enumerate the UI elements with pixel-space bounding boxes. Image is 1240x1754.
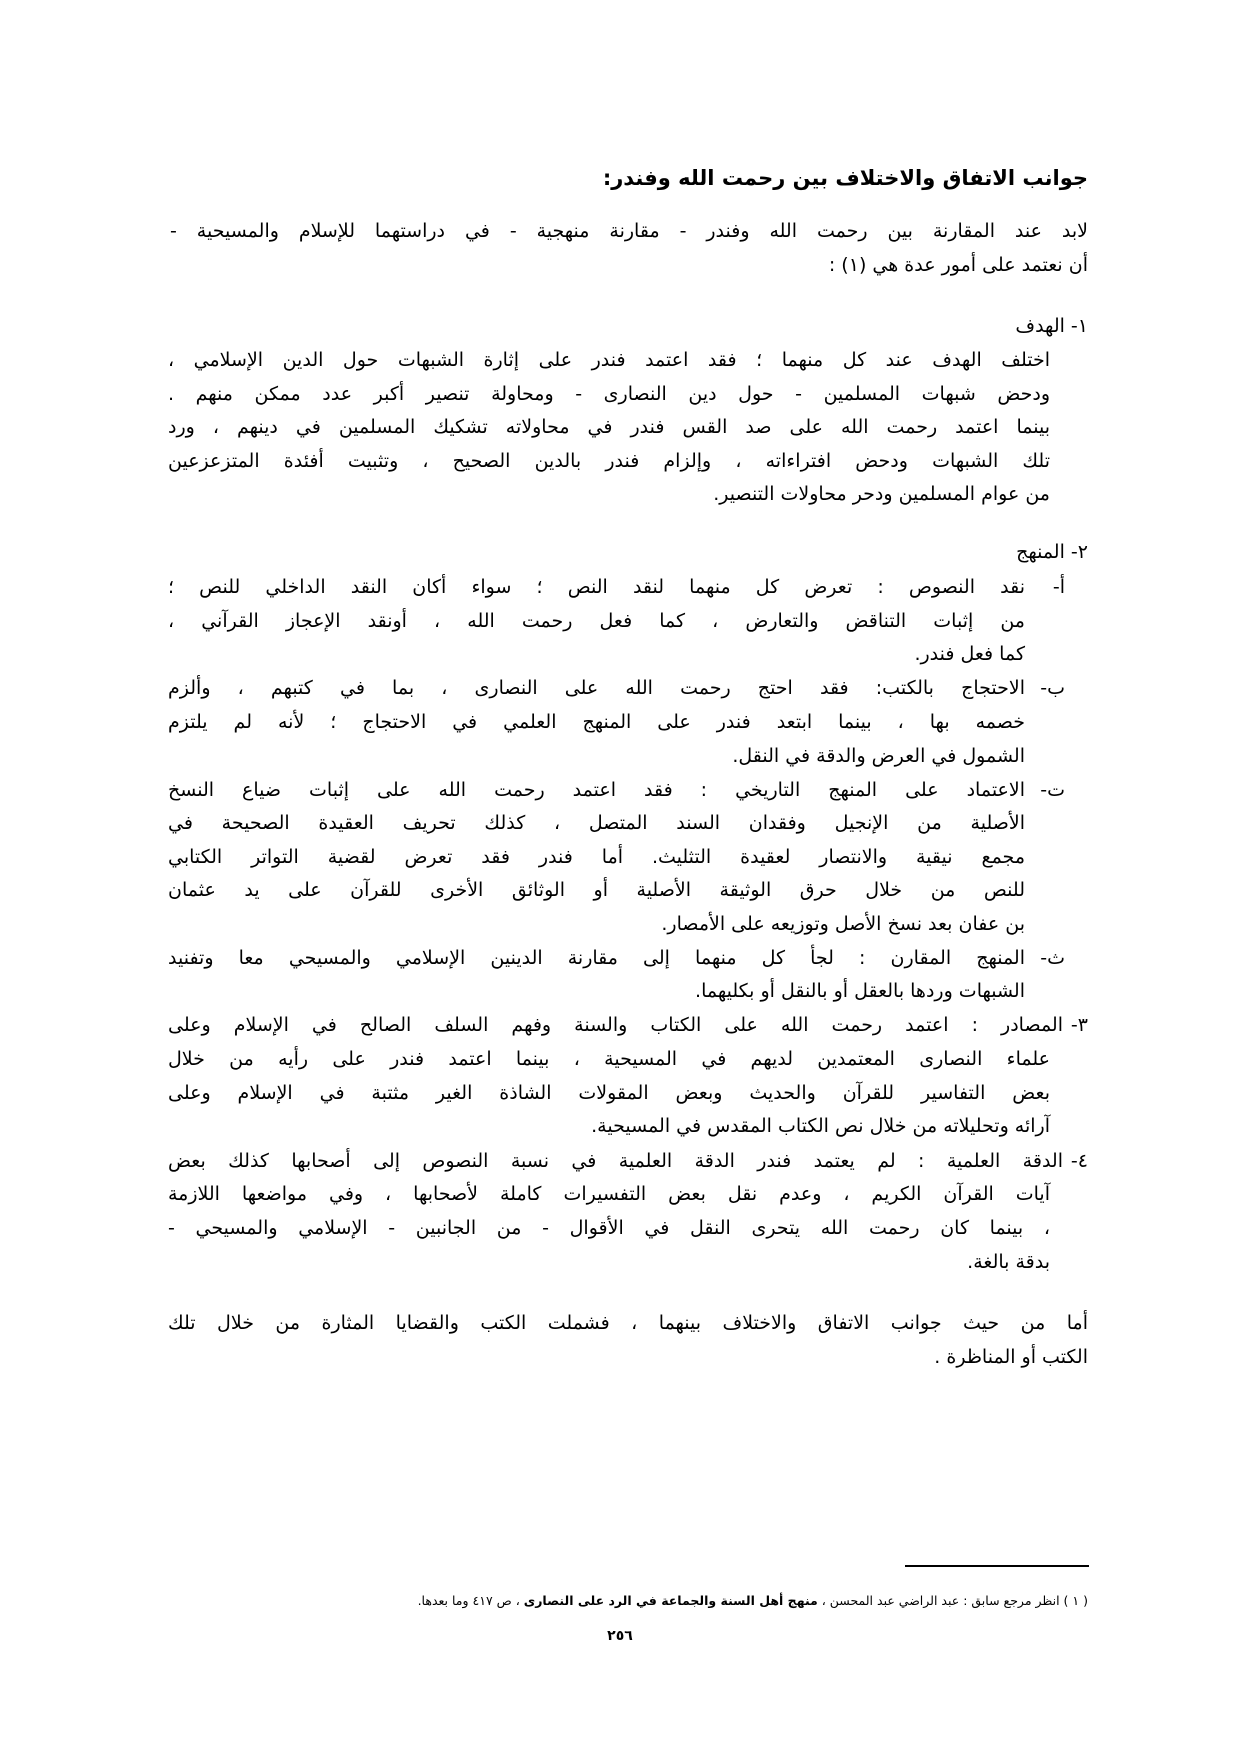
page-number: ٢٥٦ (607, 1628, 633, 1644)
list-line: المصادر : اعتمد رحمت الله على الكتاب والسنة وفهم السلف الصالح في الإسلام وعلى (168, 1014, 1063, 1036)
list-line: بدقة بالغة. (967, 1251, 1050, 1273)
list-line: الأصلية من الإنجيل وفقدان السند المتصل ، كذلك تحريف العقيدة الصحيحة في (168, 812, 1025, 834)
conclusion-line: الكتب أو المناظرة . (934, 1346, 1088, 1368)
list-marker: ت- (1040, 779, 1065, 801)
list-line: المنهج المقارن : لجأ كل منهما إلى مقارنة الدينين الإسلامي والمسيحي معا وتفنيد (168, 947, 1025, 969)
list-marker: ب- (1040, 677, 1065, 699)
footnote (418, 1591, 1088, 1611)
section-line: ودحض شبهات المسلمين - حول دين النصارى - ومحاولة تنصير أكبر عدد ممكن منهم . (168, 383, 1050, 405)
list-line: ، بينما كان رحمت الله يتحرى النقل في الأقوال - من الجانبين - الإسلامي والمسيحي - (168, 1217, 1050, 1239)
list-line: الدقة العلمية : لم يعتمد فندر الدقة العلمية في نسبة النصوص إلى أصحابها كذلك بعض (168, 1150, 1063, 1172)
list-line: آرائه وتحليلاته من خلال نص الكتاب المقدس في المسيحية. (591, 1115, 1050, 1137)
section-line: اختلف الهدف عند كل منهما ؛ فقد اعتمد فندر على إثارة الشبهات حول الدين الإسلامي ، (168, 349, 1050, 371)
section-line: تلك الشبهات ودحض افتراءاته ، وإلزام فندر بالدين الصحيح ، وتثبيت أفئدة المتزعزعين (168, 450, 1050, 472)
list-line: الاعتماد على المنهج التاريخي : فقد اعتمد رحمت الله على إثبات ضياع النسخ (168, 779, 1025, 801)
list-line: كما فعل فندر. (914, 643, 1025, 665)
list-marker: أ- (1052, 576, 1065, 598)
intro-line: أن نعتمد على أمور عدة هي (١) : (828, 254, 1088, 276)
list-marker: ٤- (1070, 1150, 1088, 1172)
section-line: من عوام المسلمين ودحر محاولات التنصير. (713, 483, 1050, 505)
list-line: علماء النصارى المعتمدين لديهم في المسيحية ، بينما اعتمد فندر على رأيه من خلال (168, 1048, 1050, 1070)
intro-line: لابد عند المقارنة بين رحمت الله وفندر - مقارنة منهجية - في دراستهما للإسلام والمسيحية - (170, 220, 1088, 242)
list-line: نقد النصوص : تعرض كل منهما لنقد النص ؛ سواء أكان النقد الداخلي للنص ؛ (168, 576, 1025, 598)
section-heading: ١- الهدف (1015, 315, 1088, 337)
page-title: جوانب الاتفاق والاختلاف بين رحمت الله وفندر: (602, 166, 1088, 190)
list-line: الشمول في العرض والدقة في النقل. (732, 745, 1025, 767)
list-line: بن عفان بعد نسخ الأصل وتوزيعه على الأمصار. (661, 913, 1025, 935)
footnote-divider (905, 1565, 1089, 1567)
list-line: الاحتجاج بالكتب: فقد احتج رحمت الله على النصارى ، بما في كتبهم ، وألزم (168, 677, 1025, 699)
list-marker: ث- (1040, 947, 1065, 969)
conclusion-line: أما من حيث جوانب الاتفاق والاختلاف بينهما ، فشملت الكتب والقضايا المثارة من خلال تلك (168, 1312, 1088, 1334)
section-heading: ٢- المنهج (1016, 541, 1088, 563)
list-line: الشبهات وردها بالعقل أو بالنقل أو بكليهما. (695, 980, 1025, 1002)
list-line: بعض التفاسير للقرآن والحديث وبعض المقولات الشاذة الغير مثتبة في الإسلام وعلى (168, 1082, 1050, 1104)
list-marker: ٣- (1070, 1014, 1088, 1036)
list-line: خصمه بها ، بينما ابتعد فندر على المنهج العلمي في الاحتجاج ؛ لأنه لم يلتزم (168, 711, 1025, 733)
list-line: آيات القرآن الكريم ، وعدم نقل بعض التفسيرات كاملة لأصحابها ، وفي مواضعها اللازمة (168, 1183, 1050, 1205)
list-line: مجمع نيقية والانتصار لعقيدة التثليث. أما فندر فقد تعرض لقضية التواتر الكتابي (168, 846, 1025, 868)
footnote-prefix: ( ١ ) انظر مرجع سابق : عبد الراضي عبد المحسن ، (821, 1593, 1088, 1608)
list-line: للنص من خلال حرق الوثيقة الأصلية أو الوثائق الأخرى للقرآن على يد عثمان (168, 879, 1025, 901)
list-line: من إثبات التناقض والتعارض ، كما فعل رحمت الله ، أونقد الإعجاز القرآني ، (168, 610, 1025, 632)
section-line: بينما اعتمد رحمت الله على صد القس فندر في محاولاته تشكيك المسلمين في دينهم ، ورد (168, 416, 1050, 438)
footnote-suffix: ، ص ٤١٧ وما بعدها. (417, 1593, 520, 1608)
footnote-book-title: منهج أهل السنة والجماعة في الرد على النصارى (523, 1593, 818, 1608)
